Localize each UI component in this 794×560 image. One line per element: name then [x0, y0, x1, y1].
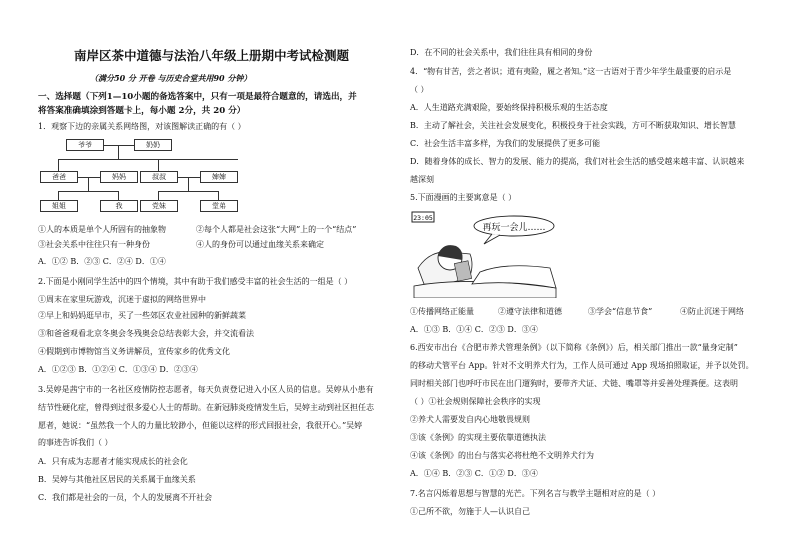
q4-option-b: B．主动了解社会，关注社会发展变化，积极投身于社会实践，方可不断获取知识、增长智慧	[410, 121, 736, 130]
tree-uncle: 叔叔	[140, 171, 178, 183]
q5-stem: 5.下面漫画的主要寓意是（ ）	[410, 193, 517, 202]
tree-aunt: 婶婶	[200, 171, 238, 183]
q7-option-1: ①己所不欲，勿施于人—认识自己	[410, 507, 530, 516]
q6-line-4: （ ）①社会规则保障社会秩序的实现	[410, 397, 541, 406]
q6-option-3: ③该《条例》的实现主要依靠道德执法	[410, 433, 546, 442]
section1-heading: 一、选择题（下列1—10小题的备选答案中，只有一项是最符合题意的，请选出，并	[38, 92, 357, 102]
q7-stem: 7.名言闪烁着思想与智慧的光芒。下列名言与教学主题相对应的是（ ）	[410, 489, 661, 498]
q2-option-2: ②早上和妈妈逛早市，买了一些郊区农业社园种的新鲜蔬菜	[38, 311, 246, 320]
q3-option-c: C．我们都是社会的一员，个人的发展离不开社会	[38, 493, 213, 502]
q6-line-2: 的移动犬管平台 App。针对不文明养犬行为，工作人员可通过 App 现场拍照取证，并予以处罚。	[410, 361, 754, 370]
q5-option-4: ④防止沉迷于网络	[680, 307, 744, 316]
q5-option-1: ①传播网络正能量	[410, 307, 474, 316]
cartoon-illustration	[410, 206, 560, 298]
q1-option-4: ④人的身份可以通过血缘关系来确定	[196, 240, 324, 249]
cartoon-drawing	[410, 206, 560, 298]
q2-choices: A．①②③ B．①②④ C．①③④ D．②③④	[38, 365, 198, 374]
cartoon-speech-bubble: 再玩一会儿……	[482, 223, 546, 233]
q2-option-3: ③和爸爸观看北京冬奥会冬残奥会总结表彰大会，并交流看法	[38, 329, 254, 338]
q1-stem: 1．观察下边的亲属关系网络图，对该图解读正确的有（ ）	[38, 122, 246, 131]
q5-choices: A．①③ B．①④ C．②③ D．③④	[410, 325, 538, 334]
tree-mom: 妈妈	[100, 171, 138, 183]
tree-grandpa: 爷爷	[66, 139, 104, 151]
q3-option-b: B．吴婷与其他社区居民的关系属于血缘关系	[38, 475, 196, 484]
tree-dad: 爸爸	[40, 171, 78, 183]
q3-option-a: A．只有成为志愿者才能实现成长的社会化	[38, 457, 188, 466]
q6-line-3: 同时相关部门也呼吁市民在出门遛狗时，要带齐犬证、犬链、嘴罩等并妥善处理粪便。这表明	[410, 379, 738, 388]
q3-line-3: 愿者，她说：“虽然我一个人的力量比较渺小，但能以这样的形式回报社会，我很开心。”吴婷	[38, 421, 363, 430]
q2-option-4: ④假期到市博物馆当义务讲解员，宣传家乡的优秀文化	[38, 347, 230, 356]
q4-option-d-cont: 越深刻	[410, 175, 434, 184]
section1-heading-2: 将答案准确填涂到答题卡上，每小题 2分，共 20 分）	[38, 106, 246, 116]
q1-option-3: ③社会关系中往往只有一种身份	[38, 240, 150, 249]
tree-cousin-brother: 堂弟	[200, 200, 238, 212]
q5-option-3: ③学会“信息节食”	[588, 307, 653, 316]
q1-choices: A．①② B．②③ C．②④ D．①④	[38, 257, 166, 266]
q4-option-c: C．社会生活丰富多样，为我们的发展提供了更多可能	[410, 139, 601, 148]
q2-option-1: ①周末在家里玩游戏，沉迷于虚拟的网络世界中	[38, 295, 206, 304]
tree-cousin-sister: 党妹	[140, 200, 178, 212]
q3-line-4: 的事迹告诉我们（ ）	[38, 438, 113, 447]
tree-grandma: 奶奶	[134, 139, 172, 151]
q2-stem: 2.下面是小刚同学生活中的四个情境，其中有助于我们感受丰富的社会生活的一组是（ ）	[38, 277, 353, 286]
q1-option-2: ②每个人都是社会这张“大网”上的一个“结点”	[196, 225, 357, 234]
q4-paren: （ ）	[410, 85, 429, 94]
q1-option-1: ①人的本质是单个人所固有的抽象物	[38, 225, 166, 234]
q3-line-2: 结节性硬化症，曾得到过很多爱心人士的帮助。在新冠肺炎疫情发生后，吴婷主动到社区担任志	[38, 403, 374, 412]
q6-choices: A．①④ B．②③ C．①② D．③④	[410, 469, 538, 478]
page-title: 南岸区茶中道德与法治八年级上册期中考试检测题	[74, 48, 350, 63]
q6-option-4: ④该《条例》的出台与落实必将杜绝不文明养犬行为	[410, 451, 594, 460]
q4-option-a: A．人生道路充满艰险，要始终保持积极乐观的生活态度	[410, 103, 608, 112]
q5-option-2: ②遵守法律和道德	[498, 307, 562, 316]
q3-line-1: 3.吴婷是茜宁市的一名社区疫情防控志愿者，每天负责登记进入小区人员的信息。吴婷从小患有	[38, 385, 374, 394]
q4-stem: 4．“物有甘苦，尝之者识；道有夷险，履之者知。”这一古语对于青少年学生最重要的启示是	[410, 67, 732, 76]
q4-option-d: D．随着身体的成长、智力的发展、能力的提高，我们对社会生活的感受越来越丰富、认识越来	[410, 157, 745, 166]
q6-option-2: ②养犬人需要发自内心地敬畏规则	[410, 415, 530, 424]
q3-option-d: D．在不同的社会关系中，我们往往具有相同的身份	[410, 48, 593, 57]
exam-meta: （满分50 分 开卷 与历史合堂共用90 分钟）	[90, 73, 252, 83]
cartoon-clock: 23:05	[413, 214, 433, 222]
tree-me: 我	[100, 200, 138, 212]
tree-sister: 姐姐	[40, 200, 78, 212]
family-tree-diagram	[38, 134, 298, 216]
q6-line-1: 6.西安市出台《合肥市养犬管理条例》（以下简称《条例》）后，相关部门推出一款“量身定制”	[410, 343, 738, 352]
